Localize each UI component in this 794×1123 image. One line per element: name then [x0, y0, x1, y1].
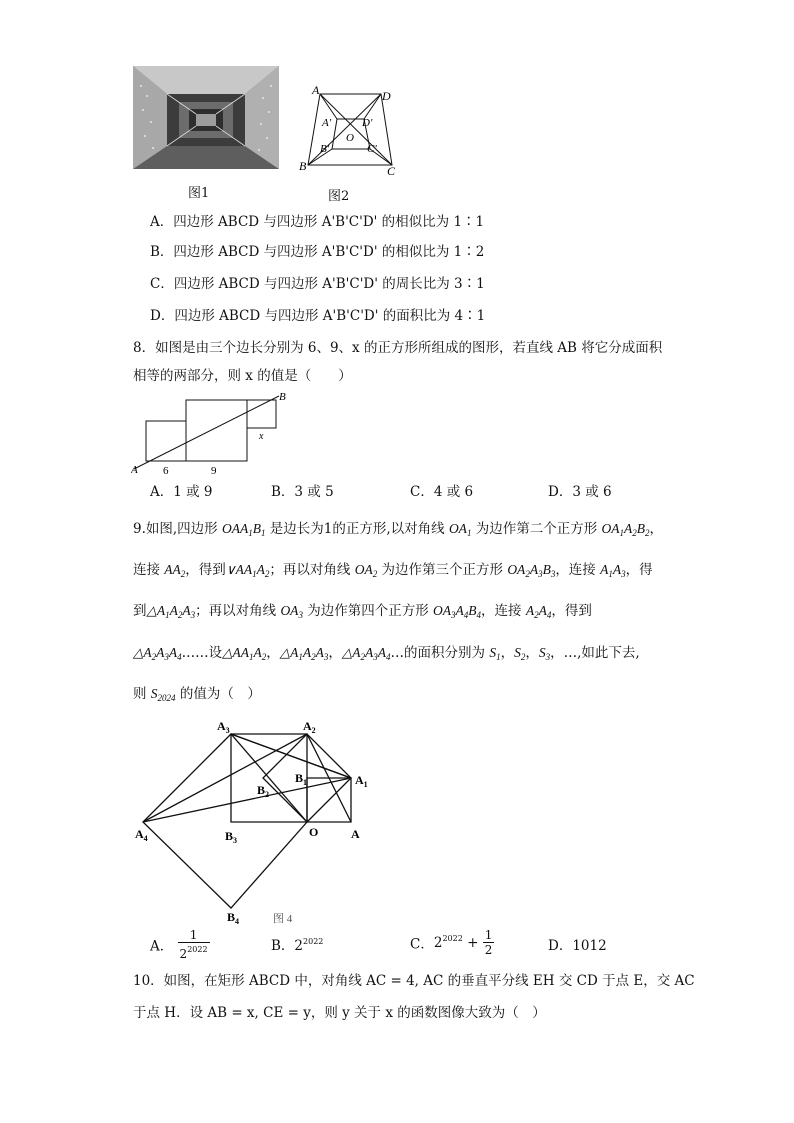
q8-option-c: C．4 或 6 — [410, 484, 474, 500]
label-A-prime: A' — [322, 117, 332, 129]
label-D-prime: D' — [362, 117, 373, 129]
figure-1-photo — [133, 66, 279, 169]
q8-squares-figure — [131, 390, 291, 478]
label-C: C — [387, 164, 396, 176]
figure-1-caption: 图1 — [188, 186, 210, 201]
q9-stem-line-3: 到$\triangle A_1A_2A_3$；再以对角线 $OA_3$ 为边作第四个正方形 $OA_3A_4B_4$，连接 $A_2A_4$，得到 — [133, 603, 592, 620]
label-A3: $A_3$ — [217, 719, 230, 735]
q8-option-a: A．1 或 9 — [150, 484, 213, 500]
q7-option-a: A．四边形 ABCD 与四边形 A'B'C'D' 的相似比为 1∶1 — [150, 214, 485, 230]
figure-2 — [296, 82, 400, 176]
q7-option-c: C．四边形 ABCD 与四边形 A'B'C'D' 的周长比为 3∶1 — [150, 276, 485, 292]
quadrilateral-figure — [296, 82, 400, 176]
label-6: 6 — [163, 465, 169, 477]
figure-2-caption: 图2 — [328, 189, 350, 204]
q7-option-b: B．四边形 ABCD 与四边形 A'B'C'D' 的相似比为 1∶2 — [150, 244, 485, 260]
label-B3: $B_3$ — [225, 829, 238, 845]
q9-squares-figure — [131, 718, 391, 924]
q8-stem-line-1: 8．如图是由三个边长分别为 6、9、x 的正方形所组成的图形，若直线 AB 将它分成面积 — [133, 340, 663, 356]
label-A: A — [312, 83, 320, 97]
label-A2: $A_2$ — [303, 719, 316, 735]
q8-option-d: D．3 或 6 — [548, 484, 612, 500]
label-O: O — [346, 132, 354, 144]
label-B4: $B_4$ — [227, 910, 240, 924]
q9-stem-line-5: 则 $S_{2024}$ 的值为（ ） — [133, 686, 261, 703]
label-A4: $A_4$ — [135, 827, 148, 843]
label-A1: $A_1$ — [355, 773, 368, 789]
label-C-prime: C' — [367, 143, 377, 155]
label-A: A — [351, 827, 360, 841]
tunnel-photo-image — [133, 66, 279, 169]
q9-stem-line-2: 连接 $AA_2$，得到$\vee AA_1A_2$；再以对角线 $OA_2$ 为边作第三个正方形 $OA_2A_3B_3$，连接 $A_1A_3$，得 — [133, 562, 653, 579]
squares-diagram — [131, 390, 291, 478]
label-B2: $B_2$ — [257, 783, 270, 799]
q9-stem-line-1: 9.如图,四边形 $OAA_1B_1$ 是边长为1的正方形,以对角线 $OA_1$ 为边作第二个正方形 $OA_1A_2B_2$， — [133, 521, 664, 538]
label-B1: $B_1$ — [295, 771, 308, 787]
label-B: B — [279, 391, 286, 403]
spiral-squares-diagram — [131, 718, 391, 924]
label-B: B — [299, 159, 307, 173]
q9-option-d: D．1012 — [548, 938, 607, 954]
q10-stem-line-2: 于点 H．设 AB = x, CE = y，则 y 关于 x 的函数图像大致为（ ） — [133, 1005, 546, 1021]
q10-stem-line-1: 10．如图，在矩形 ABCD 中，对角线 AC = 4, AC 的垂直平分线 EH 交 CD 于点 E，交 AC — [133, 973, 695, 989]
label-D: D — [382, 89, 391, 103]
q9-option-a: A． $\frac{1}{2^{2022}}$ — [150, 928, 208, 961]
label-B-prime: B' — [320, 143, 330, 155]
q9-option-b: B．$2^{2022}$ — [271, 937, 324, 954]
q8-stem-line-2: 相等的两部分，则 x 的值是（ ） — [133, 368, 352, 384]
label-O: O — [309, 825, 319, 839]
q7-option-d: D．四边形 ABCD 与四边形 A'B'C'D' 的面积比为 4∶1 — [150, 308, 486, 324]
q9-option-c: C．$2^{2022}$ + $\frac{1}{2}$ — [410, 928, 493, 957]
label-9: 9 — [211, 465, 217, 477]
label-x: x — [259, 431, 264, 442]
stray-caption: 图 4 — [273, 913, 293, 924]
label-A: A — [131, 464, 138, 476]
q9-stem-line-4: $\triangle A_2A_3A_4\dots\dots$设$\triangle AA_1A_2$，$\triangle A_1A_2A_3$，$\triangle A_2A_3A_4\dots$的面积分别为 $S_1$，$S_2$，$S_3$，…,如此下去, — [133, 645, 640, 662]
q8-option-b: B．3 或 5 — [271, 484, 334, 500]
